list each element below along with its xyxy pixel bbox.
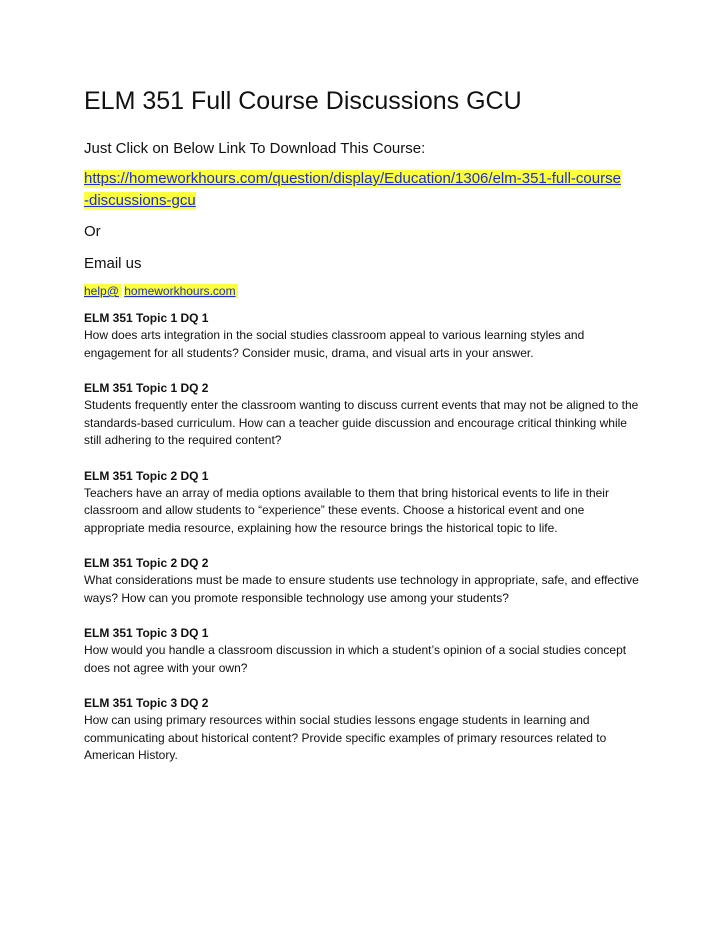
- discussion-sections: [84, 310, 639, 765]
- section-heading: ELM 351 Topic 2 DQ 2: [84, 556, 209, 570]
- email-label: Email us: [84, 255, 142, 272]
- section-heading: ELM 351 Topic 3 DQ 2: [84, 696, 209, 710]
- section-heading: ELM 351 Topic 3 DQ 1: [84, 626, 209, 640]
- section-body: Students frequently enter the classroom wanting to discuss current events that may not be aligned to the standards-based curriculum. How can a teacher guide discussion and encourage critical thinking while still adhering to the required content?: [84, 398, 639, 447]
- email-line: [84, 283, 636, 299]
- section-heading: ELM 351 Topic 1 DQ 1: [84, 311, 209, 325]
- section-body: Teachers have an array of media options available to them that bring historical events to life in their classroom and allow students to “experience” these events. Choose a historical event and one appropriate media resource, explaining how the resource brings the historical topic to life.: [84, 485, 609, 535]
- or-text: Or: [84, 223, 101, 240]
- section-heading: ELM 351 Topic 1 DQ 2: [84, 381, 209, 395]
- email-link-part2[interactable]: homeworkhours.com: [124, 284, 236, 298]
- section-body: What considerations must be made to ensure students use technology in appropriate, safe, and effective ways? How can you promote responsible technology use among your students?: [84, 573, 639, 605]
- download-link-block: [84, 168, 624, 212]
- discussion-section: [84, 695, 636, 765]
- download-link[interactable]: https://homeworkhours.com/question/display/Education/1306/elm-351-full-course-discussions-gcu: [84, 170, 621, 209]
- document-title: ELM 351 Full Course Discussions GCU: [84, 87, 522, 115]
- email-link-part1[interactable]: help@: [84, 284, 119, 298]
- download-intro: Just Click on Below Link To Download This Course:: [84, 140, 426, 157]
- section-heading: ELM 351 Topic 2 DQ 1: [84, 468, 209, 483]
- discussion-section: [84, 468, 636, 538]
- discussion-section: [84, 380, 639, 450]
- section-body: How does arts integration in the social studies classroom appeal to various learning styles and engagement for all students? Consider music, drama, and visual arts in your answer.: [84, 328, 585, 360]
- section-body: How can using primary resources within social studies lessons engage students in learning and communicating about historical content? Provide specific examples of primary resources related to American History.: [84, 713, 607, 762]
- discussion-section: [84, 625, 636, 677]
- section-body: How would you handle a classroom discussion in which a student’s opinion of a social studies concept does not agree with your own?: [84, 643, 627, 675]
- discussion-section: [84, 310, 636, 362]
- discussion-section: [84, 555, 639, 607]
